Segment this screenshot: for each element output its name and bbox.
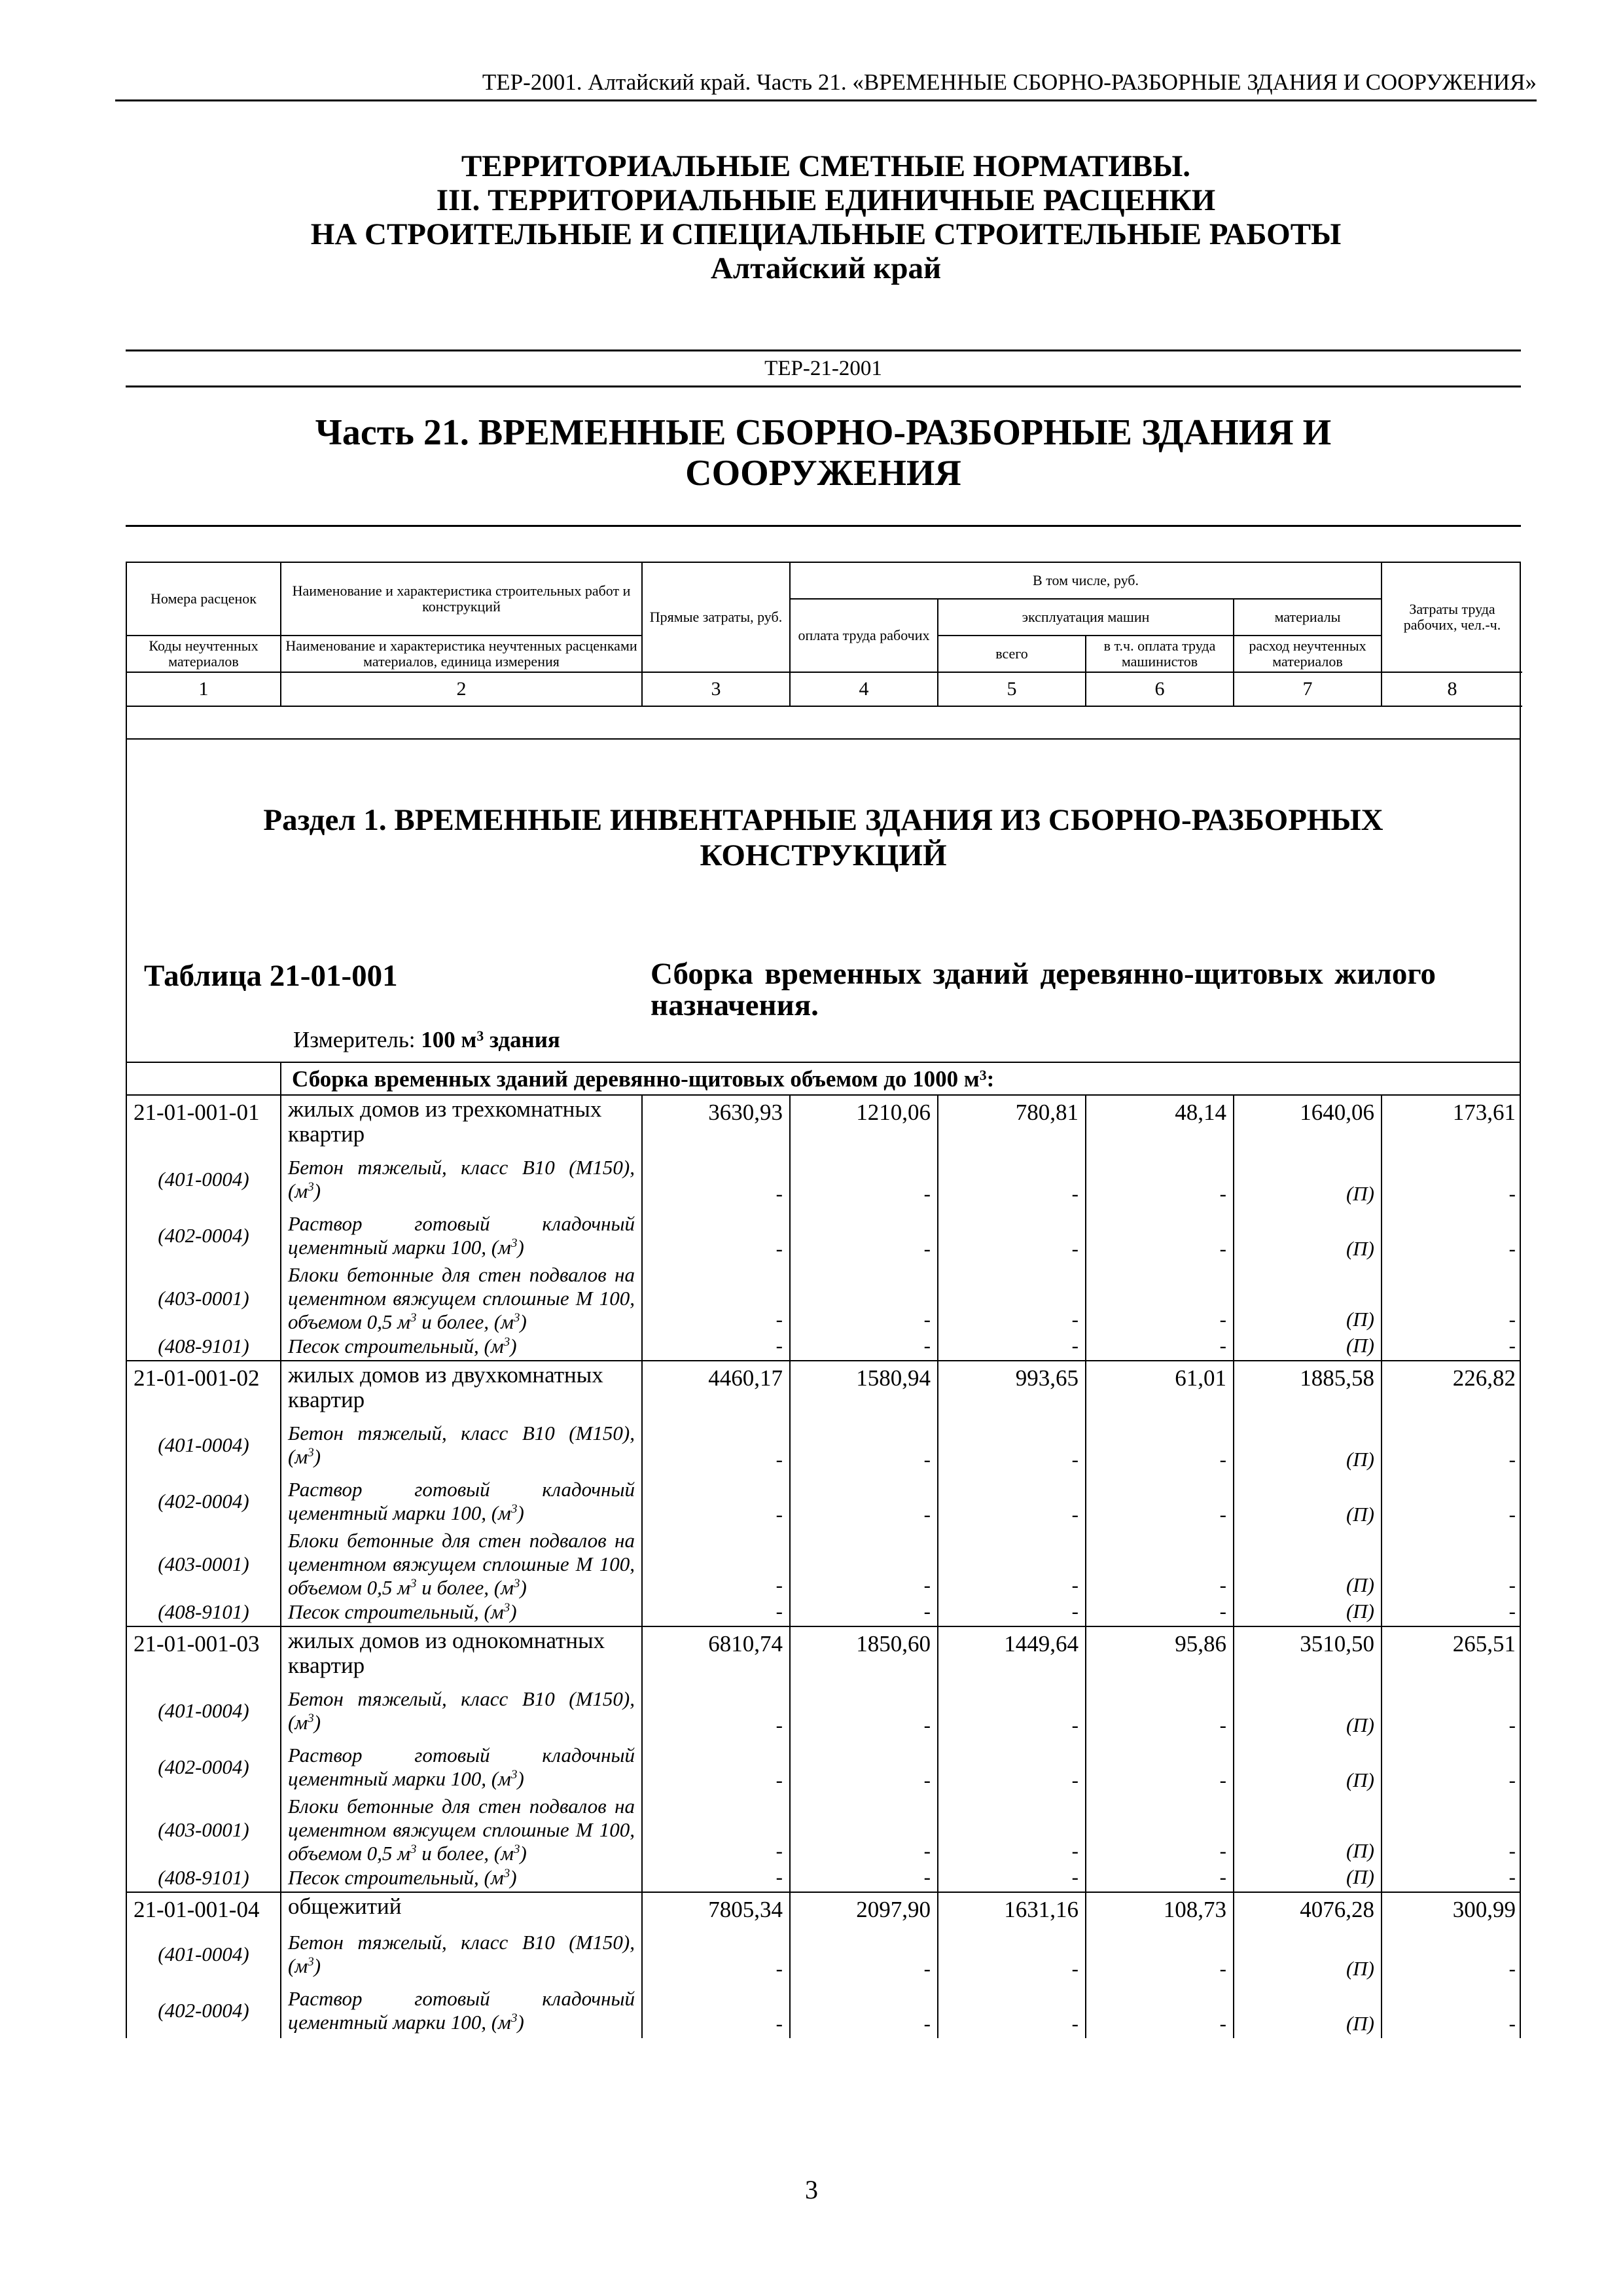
material-code: (401-0004)	[127, 1682, 281, 1740]
material-name-text	[288, 1212, 635, 1259]
section-title-line: КОНСТРУКЦИЙ	[700, 838, 947, 872]
material-mark: (П)	[1234, 1529, 1382, 1600]
header-total: всего	[938, 636, 1086, 673]
empty-value: -	[643, 1926, 791, 1983]
material-code: (401-0004)	[127, 1416, 281, 1474]
col-number: 8	[1382, 673, 1522, 707]
machinist-pay: 95,86	[1086, 1627, 1234, 1682]
empty-value: -	[938, 1416, 1086, 1474]
table-body	[126, 1096, 1521, 2038]
material-name-part: Бетон тяжелый, класс В10 (М150), (м	[288, 1931, 635, 1977]
empty-value: -	[1086, 1682, 1234, 1740]
material-name-part: 3	[510, 1502, 518, 1516]
material-name-part: )	[510, 1600, 517, 1623]
empty-value: -	[1508, 2012, 1516, 2035]
material-name-part: 3	[308, 1446, 314, 1460]
material-name	[281, 1263, 643, 1334]
material-name-part: 3	[503, 1335, 510, 1349]
material-name-part: )	[510, 1866, 517, 1889]
material-row	[127, 1795, 1520, 1864]
subheading-sup: 3	[979, 1067, 987, 1083]
empty-value: -	[1508, 1334, 1516, 1357]
material-row	[127, 1529, 1520, 1598]
running-head: ТЕР-2001. Алтайский край. Часть 21. «ВРЕМЕННЫЕ СБОРНО-РАЗБОРНЫЕ ЗДАНИЯ И СООРУЖЕНИЯ»	[115, 68, 1537, 101]
col-number: 2	[281, 673, 643, 707]
material-row	[127, 1208, 1520, 1263]
empty-value: -	[643, 1740, 791, 1795]
empty-value: -	[791, 1333, 938, 1360]
material-name	[281, 1151, 643, 1208]
material-name-part: 3	[510, 1768, 518, 1782]
empty-cell	[127, 1063, 281, 1094]
material-name-part: Раствор готовый кладочный цементный марки 100, (м	[288, 1744, 635, 1790]
material-name-text	[288, 1744, 635, 1791]
empty-value: -	[1508, 1768, 1516, 1791]
empty-value: -	[938, 1208, 1086, 1263]
empty-value: -	[791, 1151, 938, 1208]
machine-op-total: 1449,64	[938, 1627, 1086, 1682]
table-caption: Сборка временных зданий деревянно-щитовых жилого назначения.	[651, 957, 1436, 1022]
section-title	[127, 802, 1520, 873]
material-name-part: )	[520, 1842, 527, 1865]
material-row	[127, 1598, 1520, 1626]
material-name-part: и более, (м	[416, 1310, 514, 1333]
material-name	[281, 1740, 643, 1795]
rate-group	[127, 1096, 1520, 1361]
material-name-part: Раствор готовый кладочный цементный марки 100, (м	[288, 1212, 635, 1259]
material-name-part: и более, (м	[416, 1576, 514, 1599]
rate-name: жилых домов из трехкомнатных квартир	[281, 1096, 643, 1151]
part-title-line: СООРУЖЕНИЯ	[685, 453, 961, 493]
empty-value: -	[1508, 1308, 1516, 1331]
material-name	[281, 1682, 643, 1740]
material-name-part: Бетон тяжелый, класс В10 (М150), (м	[288, 1156, 635, 1202]
header-machine-op: эксплуатация машин	[938, 600, 1234, 636]
empty-value: -	[1508, 1182, 1516, 1205]
header-materials: материалы	[1234, 600, 1382, 636]
material-name	[281, 1926, 643, 1983]
title-line: НА СТРОИТЕЛЬНЫЕ И СПЕЦИАЛЬНЫЕ СТРОИТЕЛЬНЫЕ РАБОТЫ	[310, 217, 1342, 251]
material-name-text	[288, 1156, 635, 1203]
col-number: 6	[1086, 673, 1234, 707]
material-row	[127, 1983, 1520, 2038]
labor-pay: 2097,90	[791, 1893, 938, 1926]
material-name-part: 3	[410, 1577, 417, 1590]
material-name-part: 3	[513, 1311, 520, 1325]
rate-code: 21-01-001-03	[127, 1627, 281, 1682]
direct-costs: 6810,74	[643, 1627, 791, 1682]
meter-prefix: Измеритель:	[293, 1027, 416, 1052]
table-row	[127, 1096, 1520, 1151]
empty-value: -	[1508, 1865, 1516, 1888]
divider	[126, 525, 1521, 527]
material-name-part: 3	[510, 2011, 518, 2025]
table-row	[127, 1627, 1520, 1682]
table-row	[127, 1361, 1520, 1416]
empty-value: -	[643, 1208, 791, 1263]
labor-pay: 1210,06	[791, 1096, 938, 1151]
material-mark: (П)	[1234, 1682, 1382, 1740]
empty-value: -	[791, 1416, 938, 1474]
rate-code: 21-01-001-01	[127, 1096, 281, 1151]
machine-op-total: 780,81	[938, 1096, 1086, 1151]
material-name-part: Блоки бетонные для стен подвалов на цементном вяжущем сплошные М 100, объемом 0,5 м	[288, 1529, 635, 1599]
material-name-text	[288, 1600, 517, 1624]
material-name-part: )	[313, 1179, 321, 1202]
empty-value: -	[1086, 1983, 1234, 2038]
material-name-part: )	[517, 2011, 524, 2034]
empty-value: -	[938, 1263, 1086, 1334]
empty-value: -	[1508, 1957, 1516, 1980]
empty-value: -	[643, 1416, 791, 1474]
material-row	[127, 1416, 1520, 1474]
material-name-part: 3	[510, 1236, 518, 1250]
material-row	[127, 1263, 1520, 1333]
material-name-part: 3	[410, 1311, 417, 1325]
empty-value: -	[1086, 1795, 1234, 1865]
empty-value: -	[938, 1529, 1086, 1600]
material-name-part: Песок строительный, (м	[288, 1335, 504, 1357]
material-code: (403-0001)	[127, 1263, 281, 1334]
empty-value: -	[938, 1983, 1086, 2038]
table-row	[127, 1893, 1520, 1926]
direct-costs: 7805,34	[643, 1893, 791, 1926]
empty-value: -	[643, 1151, 791, 1208]
meter-suffix: здания	[489, 1027, 560, 1052]
material-name-part: Блоки бетонные для стен подвалов на цементном вяжущем сплошные М 100, объемом 0,5 м	[288, 1795, 635, 1865]
material-mark: (П)	[1234, 1795, 1382, 1865]
material-code: (401-0004)	[127, 1151, 281, 1208]
header-labor-pay: оплата труда рабочих	[791, 600, 938, 673]
material-name	[281, 1529, 643, 1600]
header-code-bottom: Коды неучтенных материалов	[127, 636, 281, 673]
empty-value: -	[1086, 1598, 1234, 1626]
empty-value: -	[1086, 1263, 1234, 1334]
material-name-part: )	[520, 1576, 527, 1599]
material-row	[127, 1151, 1520, 1208]
material-name-part: )	[517, 1767, 524, 1790]
rate-name: жилых домов из двухкомнатных квартир	[281, 1361, 643, 1416]
header-name-bottom: Наименование и характеристика неучтенных расценками материалов, единица измерения	[281, 636, 643, 673]
empty-value: -	[1508, 1448, 1516, 1471]
material-name-part: 3	[410, 1842, 417, 1856]
rate-code: 21-01-001-02	[127, 1361, 281, 1416]
empty-value: -	[1508, 1839, 1516, 1862]
title-region: Алтайский край	[710, 251, 942, 285]
materials-cost: 4076,28	[1234, 1893, 1382, 1926]
empty-value: -	[938, 1151, 1086, 1208]
material-name-part: 3	[308, 1180, 314, 1194]
empty-value: -	[791, 1598, 938, 1626]
material-name-part: )	[510, 1335, 517, 1357]
meter	[293, 1026, 560, 1054]
material-name-text	[288, 1335, 517, 1358]
material-row	[127, 1682, 1520, 1740]
section-title-line: Раздел 1. ВРЕМЕННЫЕ ИНВЕНТАРНЫЕ ЗДАНИЯ ИЗ СБОРНО-РАЗБОРНЫХ	[263, 803, 1383, 837]
empty-value: -	[791, 1682, 938, 1740]
meter-sup: 3	[476, 1028, 484, 1044]
header-incl-machinist: в т.ч. оплата труда машинистов	[1086, 636, 1234, 673]
empty-value: -	[643, 1333, 791, 1360]
labor-hours: 300,99	[1452, 1897, 1516, 1922]
material-mark: (П)	[1234, 1864, 1382, 1892]
material-name-text	[288, 1263, 635, 1334]
material-code: (402-0004)	[127, 1474, 281, 1529]
rate-name: жилых домов из однокомнатных квартир	[281, 1627, 643, 1682]
col-number: 5	[938, 673, 1086, 707]
page-number: 3	[805, 2175, 818, 2204]
rate-code: 21-01-001-04	[127, 1893, 281, 1926]
material-code: (408-9101)	[127, 1864, 281, 1892]
rate-group	[127, 1361, 1520, 1627]
labor-hours: 265,51	[1452, 1631, 1516, 1657]
material-name	[281, 1983, 643, 2038]
material-mark: (П)	[1234, 1926, 1382, 1983]
empty-value: -	[938, 1333, 1086, 1360]
material-name-part: )	[520, 1310, 527, 1333]
header-direct-costs: Прямые затраты, руб.	[643, 563, 791, 673]
part-title-line: Часть 21. ВРЕМЕННЫЕ СБОРНО-РАЗБОРНЫЕ ЗДАНИЯ И	[315, 412, 1332, 453]
table-subheading	[292, 1066, 994, 1093]
empty-value: -	[1086, 1529, 1234, 1600]
empty-value: -	[1086, 1474, 1234, 1529]
empty-value: -	[938, 1474, 1086, 1529]
empty-value: -	[643, 1474, 791, 1529]
rate-name: общежитий	[281, 1893, 643, 1926]
header-name-top: Наименование и характеристика строительных работ и конструкций	[281, 563, 643, 636]
material-name-part: Бетон тяжелый, класс В10 (М150), (м	[288, 1687, 635, 1734]
table-header	[126, 562, 1521, 740]
direct-costs: 4460,17	[643, 1361, 791, 1416]
material-name-part: )	[517, 1236, 524, 1259]
material-code: (402-0004)	[127, 1740, 281, 1795]
document-title	[115, 149, 1537, 285]
material-name-part: Песок строительный, (м	[288, 1866, 504, 1889]
empty-value: -	[791, 1263, 938, 1334]
materials-cost: 3510,50	[1234, 1627, 1382, 1682]
material-code: (408-9101)	[127, 1598, 281, 1626]
material-name-text	[288, 1687, 635, 1734]
material-mark: (П)	[1234, 1740, 1382, 1795]
material-name-text	[288, 1422, 635, 1469]
material-name-part: 3	[308, 1712, 314, 1725]
empty-value: -	[643, 1598, 791, 1626]
subheading-text: Сборка временных зданий деревянно-щитовых объемом до 1000 м	[292, 1066, 980, 1092]
labor-hours: 226,82	[1452, 1365, 1516, 1391]
empty-value: -	[1086, 1864, 1234, 1892]
material-name-part: Раствор готовый кладочный цементный марки 100, (м	[288, 1478, 635, 1524]
header-labor-costs: Затраты труда рабочих, чел.-ч.	[1382, 563, 1522, 673]
material-name-part: )	[313, 1954, 321, 1977]
empty-value: -	[1508, 1573, 1516, 1596]
material-name	[281, 1208, 643, 1263]
material-mark: (П)	[1234, 1333, 1382, 1360]
header-material-use: расход неучтенных материалов	[1234, 636, 1382, 673]
empty-value: -	[791, 1864, 938, 1892]
material-row	[127, 1864, 1520, 1892]
col-number: 3	[643, 673, 791, 707]
material-name-part: 3	[513, 1577, 520, 1590]
materials-cost: 1640,06	[1234, 1096, 1382, 1151]
material-name-text	[288, 1987, 635, 2034]
empty-value: -	[791, 1795, 938, 1865]
material-row	[127, 1926, 1520, 1983]
material-name	[281, 1474, 643, 1529]
material-mark: (П)	[1234, 1983, 1382, 2038]
empty-value: -	[1086, 1416, 1234, 1474]
materials-cost: 1885,58	[1234, 1361, 1382, 1416]
material-name-text	[288, 1866, 517, 1890]
rate-group	[127, 1893, 1520, 2038]
machinist-pay: 61,01	[1086, 1361, 1234, 1416]
rate-group	[127, 1627, 1520, 1893]
material-name-text	[288, 1795, 635, 1865]
machinist-pay: 108,73	[1086, 1893, 1234, 1926]
meter-value: 100 м	[421, 1027, 477, 1052]
material-mark: (П)	[1234, 1151, 1382, 1208]
empty-value: -	[643, 1795, 791, 1865]
material-name-text	[288, 1529, 635, 1600]
col-number: 1	[127, 673, 281, 707]
material-name-part: Песок строительный, (м	[288, 1600, 504, 1623]
empty-value: -	[938, 1926, 1086, 1983]
empty-value: -	[1086, 1208, 1234, 1263]
labor-hours: 173,61	[1452, 1100, 1516, 1125]
empty-value: -	[1086, 1333, 1234, 1360]
material-name-part: Раствор готовый кладочный цементный марки 100, (м	[288, 1987, 635, 2034]
material-mark: (П)	[1234, 1598, 1382, 1626]
material-mark: (П)	[1234, 1208, 1382, 1263]
empty-value: -	[1086, 1740, 1234, 1795]
section-block	[126, 740, 1521, 1062]
empty-value: -	[643, 1263, 791, 1334]
empty-value: -	[643, 1983, 791, 2038]
title-line: III. ТЕРРИТОРИАЛЬНЫЕ ЕДИНИЧНЫЕ РАСЦЕНКИ	[436, 183, 1216, 217]
material-code: (401-0004)	[127, 1926, 281, 1983]
empty-value: -	[643, 1864, 791, 1892]
empty-value: -	[938, 1740, 1086, 1795]
empty-value: -	[938, 1864, 1086, 1892]
material-code: (402-0004)	[127, 1983, 281, 2038]
empty-value: -	[1508, 1713, 1516, 1736]
empty-value: -	[938, 1598, 1086, 1626]
machine-op-total: 1631,16	[938, 1893, 1086, 1926]
machine-op-total: 993,65	[938, 1361, 1086, 1416]
material-row	[127, 1474, 1520, 1529]
header-code-top: Номера расценок	[127, 563, 281, 636]
material-name	[281, 1598, 643, 1626]
material-name-part: и более, (м	[416, 1842, 514, 1865]
empty-value: -	[643, 1529, 791, 1600]
empty-value: -	[791, 1740, 938, 1795]
material-name-part: )	[313, 1445, 321, 1468]
material-name	[281, 1416, 643, 1474]
material-name-part: 3	[513, 1842, 520, 1856]
col-number: 7	[1234, 673, 1382, 707]
material-name	[281, 1864, 643, 1892]
material-row	[127, 1333, 1520, 1360]
material-code: (408-9101)	[127, 1333, 281, 1360]
machinist-pay: 48,14	[1086, 1096, 1234, 1151]
material-mark: (П)	[1234, 1263, 1382, 1334]
empty-value: -	[938, 1682, 1086, 1740]
material-code: (403-0001)	[127, 1795, 281, 1865]
empty-value: -	[938, 1795, 1086, 1865]
empty-value: -	[1508, 1600, 1516, 1623]
material-name-part: Блоки бетонные для стен подвалов на цементном вяжущем сплошные М 100, объемом 0,5 м	[288, 1263, 635, 1333]
empty-value: -	[791, 1926, 938, 1983]
material-name-part: 3	[308, 1955, 314, 1969]
empty-value: -	[791, 1474, 938, 1529]
material-name-part: Бетон тяжелый, класс В10 (М150), (м	[288, 1422, 635, 1468]
material-name-part: )	[517, 1501, 524, 1524]
direct-costs: 3630,93	[643, 1096, 791, 1151]
table-subheading-row	[126, 1062, 1521, 1096]
table-label: Таблица 21-01-001	[144, 959, 398, 993]
title-line: ТЕРРИТОРИАЛЬНЫЕ СМЕТНЫЕ НОРМАТИВЫ.	[461, 149, 1191, 183]
part-title	[126, 412, 1521, 493]
material-mark: (П)	[1234, 1474, 1382, 1529]
empty-value: -	[1086, 1926, 1234, 1983]
empty-value: -	[643, 1682, 791, 1740]
material-name-text	[288, 1931, 635, 1978]
subheading-end: :	[986, 1066, 995, 1092]
empty-value: -	[1086, 1151, 1234, 1208]
material-code: (402-0004)	[127, 1208, 281, 1263]
empty-value: -	[791, 1983, 938, 2038]
empty-value: -	[791, 1529, 938, 1600]
labor-pay: 1850,60	[791, 1627, 938, 1682]
material-name-part: )	[313, 1711, 321, 1734]
material-name-text	[288, 1478, 635, 1525]
empty-value: -	[1508, 1503, 1516, 1526]
doc-code: ТЕР-21-2001	[126, 350, 1521, 387]
material-name-part: 3	[503, 1601, 510, 1615]
empty-value: -	[1508, 1237, 1516, 1260]
material-name	[281, 1795, 643, 1865]
header-incl-rub: В том числе, руб.	[791, 563, 1382, 600]
material-name	[281, 1333, 643, 1360]
material-code: (403-0001)	[127, 1529, 281, 1600]
material-name-part: 3	[503, 1867, 510, 1880]
col-number: 4	[791, 673, 938, 707]
empty-value: -	[791, 1208, 938, 1263]
material-mark: (П)	[1234, 1416, 1382, 1474]
material-row	[127, 1740, 1520, 1795]
labor-pay: 1580,94	[791, 1361, 938, 1416]
